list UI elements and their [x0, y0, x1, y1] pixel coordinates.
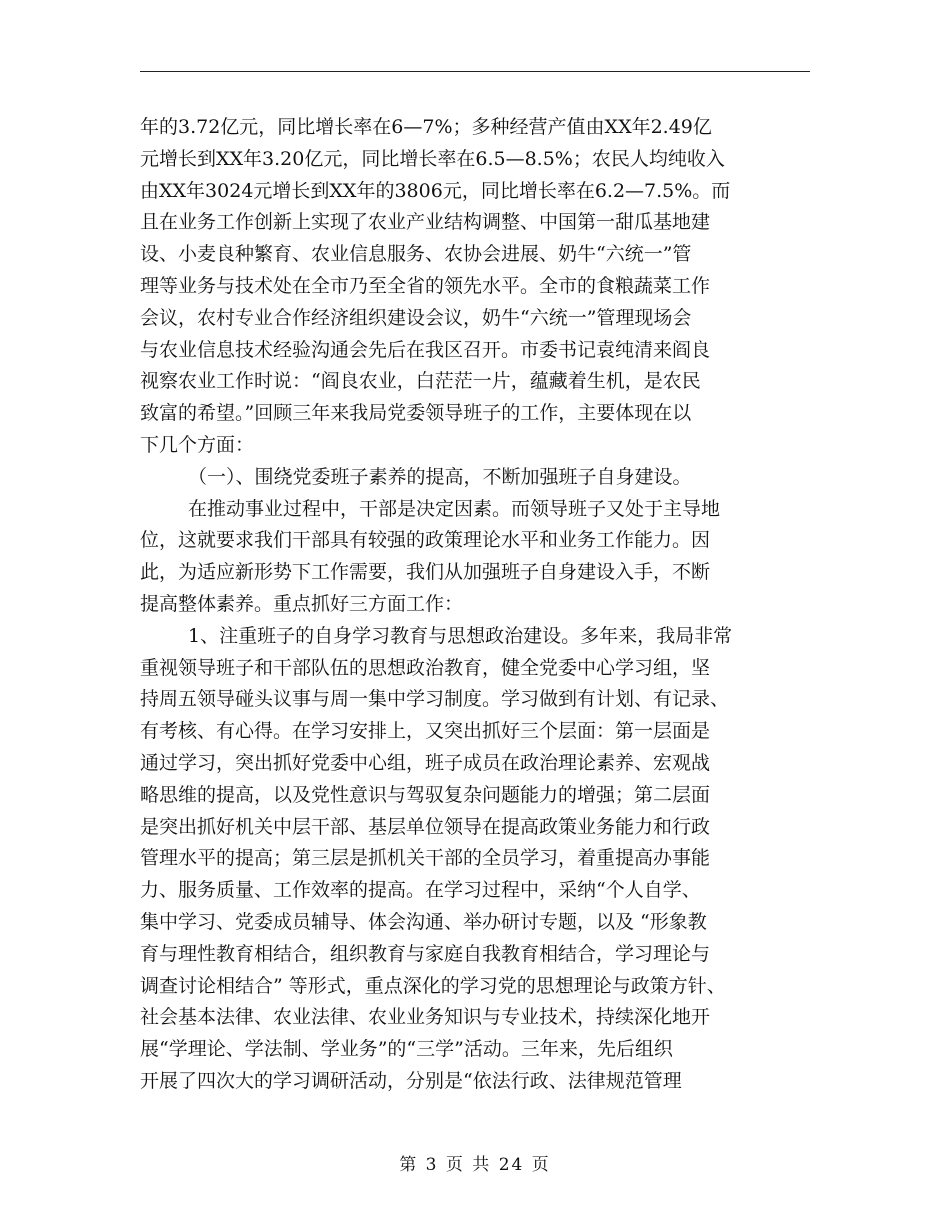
text-line: 重视领导班子和干部队伍的思想政治教育，健全党委中心学习组，坚	[140, 656, 711, 679]
paragraph	[140, 621, 820, 1098]
text-line: 育与理性教育相结合，组织教育与家庭自我教育相结合，学习理论与	[140, 942, 711, 965]
text-line: 且在业务工作创新上实现了农业产业结构调整、中国第一甜瓜基地建	[140, 211, 711, 234]
text-line: 持周五领导碰头议事与周一集中学习制度。学习做到有计划、有记录、	[140, 688, 730, 711]
text-line: 会议，农村专业合作经济组织建设会议，奶牛“六统一”管理现场会	[140, 306, 692, 329]
text-line: 调查讨论相结合” 等形式，重点深化的学习党的思想理论与政策方针、	[140, 974, 726, 997]
paragraph	[140, 462, 820, 494]
text-line: 1、注重班子的自身学习教育与思想政治建设。多年来，我局非常	[188, 624, 733, 647]
text-line: 集中学习、党委成员辅导、体会沟通、举办研讨专题，以及 “形象教	[140, 910, 707, 933]
page-footer: 第 3 页 共 24 页	[399, 1155, 551, 1175]
paragraph	[140, 112, 820, 462]
text-line: 展“学理论、学法制、学业务”的“三学”活动。三年来，先后组织	[140, 1038, 673, 1061]
text-line: 年的3.72亿元，同比增长率在6—7%；多种经营产值由XX年2.49亿	[140, 116, 712, 138]
text-line: 视察农业工作时说：“阎良农业，白茫茫一片，蕴藏着生机，是农民	[140, 370, 701, 393]
text-line: 管理水平的提高；第三层是抓机关干部的全员学习，着重提高办事能	[140, 847, 711, 870]
text-line: 通过学习，突出抓好党委中心组，班子成员在政治理论素养、宏观战	[140, 751, 711, 774]
text-line: 是突出抓好机关中层干部、基层单位领导在提高政策业务能力和行政	[140, 815, 711, 838]
paragraph	[140, 494, 820, 621]
text-line: 下几个方面：	[140, 433, 255, 456]
text-line: 理等业务与技术处在全市乃至全省的领先水平。全市的食粮蔬菜工作	[140, 274, 711, 297]
text-line: （一）、围绕党委班子素养的提高，不断加强班子自身建设。	[188, 465, 692, 488]
text-line: 致富的希望。”回顾三年来我局党委领导班子的工作，主要体现在以	[140, 402, 692, 425]
text-line: 社会基本法律、农业法律、农业业务知识与专业技术，持续深化地开	[140, 1006, 711, 1029]
header-rule	[140, 71, 810, 72]
text-line: 与农业信息技术经验沟通会先后在我区召开。市委书记袁纯清来阎良	[140, 338, 711, 361]
text-line: 此，为适应新形势下工作需要，我们从加强班子自身建设入手，不断	[140, 561, 711, 584]
text-line: 由XX年3024元增长到XX年的3806元，同比增长率在6.2—7.5%。而	[140, 179, 731, 202]
text-line: 位，这就要求我们干部具有较强的政策理论水平和业务工作能力。因	[140, 529, 711, 552]
text-line: 略思维的提高，以及党性意识与驾驭复杂问题能力的增强；第二层面	[140, 783, 711, 806]
body-text	[140, 112, 820, 1098]
text-line: 提高整体素养。重点抓好三方面工作：	[140, 592, 464, 615]
text-line: 力、服务质量、工作效率的提高。在学习过程中，采纳“个人自学、	[140, 879, 701, 902]
text-line: 开展了四次大的学习调研活动，分别是“依法行政、法律规范管理	[140, 1069, 682, 1092]
text-line: 在推动事业过程中，干部是决定因素。而领导班子又处于主导地	[188, 497, 721, 520]
text-line: 元增长到XX年3.20亿元，同比增长率在6.5—8.5%；农民人均纯收入	[140, 147, 725, 170]
text-line: 有考核、有心得。在学习安排上，又突出抓好三个层面：第一层面是	[140, 720, 711, 743]
text-line: 设、小麦良种繁育、农业信息服务、农协会进展、奶牛“六统一”管	[140, 243, 692, 266]
